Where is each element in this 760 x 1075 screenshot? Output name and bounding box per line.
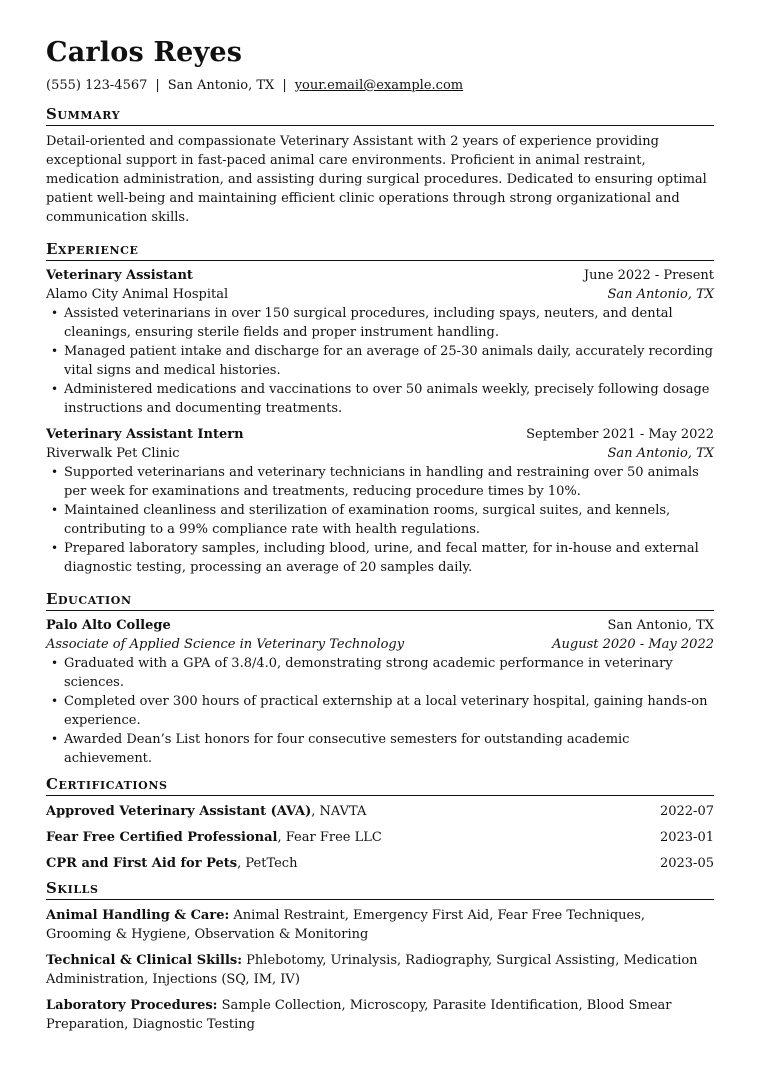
job-bullets [46, 304, 714, 418]
resume-page [46, 36, 714, 1034]
contact-separator: | [155, 78, 160, 93]
certification-date: 2022-07 [659, 804, 714, 819]
job-entry [46, 425, 714, 577]
certifications-list [46, 802, 714, 873]
job-header-row [46, 425, 714, 444]
certification-date: 2023-01 [659, 830, 714, 845]
phone-number: (555) 123-4567 [46, 78, 148, 93]
certification-name: Fear Free Certified Professional [46, 830, 278, 845]
skill-label: Laboratory Procedures: [46, 998, 218, 1013]
education-dates: August 2020 - May 2022 [552, 637, 714, 652]
section-title-education: Education [46, 589, 714, 611]
skill-group [46, 951, 714, 989]
school-location: San Antonio, TX [607, 618, 714, 633]
job-entry [46, 266, 714, 418]
education-entry [46, 616, 714, 768]
job-company-row [46, 285, 714, 304]
skills-list [46, 906, 714, 1034]
job-company-row [46, 444, 714, 463]
education-bullet: • Completed over 300 hours of practical externship at a local veterinary hospital, gaining hands-on experience. [46, 692, 714, 730]
skill-values: Sample Collection, Microscopy, Parasite Identification, Blood Smear Preparation, Diagnostic Testing [46, 998, 672, 1032]
job-role: Veterinary Assistant [46, 268, 193, 283]
section-title-experience: Experience [46, 239, 714, 261]
certification-name: CPR and First Aid for Pets [46, 856, 238, 871]
job-company: Alamo City Animal Hospital [46, 287, 229, 302]
job-bullet: • Assisted veterinarians in over 150 surgical procedures, including spays, neuters, and dental cleanings, ensuring sterile fields and proper instrument handling. [46, 304, 714, 342]
education-degree-row [46, 635, 714, 654]
school-name: Palo Alto College [46, 618, 171, 633]
summary-text: Detail-oriented and compassionate Veterinary Assistant with 2 years of experience providing exceptional support in fast-paced animal care environments. Proficient in animal restraint, medication administration, and assisting during surgical procedures. Dedicated to ensuring optimal patient well-being and maintaining efficient clinic operations through strong organizational and communication skills. [46, 134, 707, 225]
job-bullet: • Administered medications and vaccinations to over 50 animals weekly, precisely following dosage instructions and documenting treatments. [46, 380, 714, 418]
job-header-row [46, 266, 714, 285]
certification-issuer: , PetTech [237, 856, 298, 871]
skill-label: Animal Handling & Care: [46, 908, 230, 923]
contact-line [46, 77, 714, 95]
section-title-skills: Skills [46, 878, 714, 900]
job-location: San Antonio, TX [607, 287, 714, 302]
candidate-name: Carlos Reyes [46, 37, 243, 68]
job-bullet: • Managed patient intake and discharge for an average of 25-30 animals daily, accurately recording vital signs and medical histories. [46, 342, 714, 380]
certification-item [46, 854, 714, 873]
skill-label: Technical & Clinical Skills: [46, 953, 243, 968]
skill-group [46, 996, 714, 1034]
education-bullets [46, 654, 714, 768]
degree-name: Associate of Applied Science in Veterinary Technology [46, 637, 405, 652]
job-location: San Antonio, TX [607, 446, 714, 461]
certification-date: 2023-05 [659, 856, 714, 871]
skill-values: Phlebotomy, Urinalysis, Radiography, Surgical Assisting, Medication Administration, Injections (SQ, IM, IV) [46, 953, 698, 987]
certification-item [46, 802, 714, 821]
location: San Antonio, TX [167, 78, 275, 93]
job-company: Riverwalk Pet Clinic [46, 446, 180, 461]
job-role: Veterinary Assistant Intern [46, 427, 244, 442]
job-dates: June 2022 - Present [583, 268, 714, 283]
section-title-summary: Summary [46, 104, 714, 126]
education-header-row [46, 616, 714, 635]
skill-group [46, 906, 714, 944]
job-bullets [46, 463, 714, 577]
education-bullet: • Graduated with a GPA of 3.8/4.0, demonstrating strong academic performance in veterinary sciences. [46, 654, 714, 692]
certification-issuer: , Fear Free LLC [277, 830, 382, 845]
email-link[interactable]: your.email@example.com [294, 78, 464, 93]
contact-separator: | [282, 78, 287, 93]
job-dates: September 2021 - May 2022 [526, 427, 714, 442]
job-bullet: • Supported veterinarians and veterinary technicians in handling and restraining over 50 animals per week for examinations and treatments, reducing procedure times by 10%. [46, 463, 714, 501]
certification-item [46, 828, 714, 847]
education-bullet: • Awarded Dean’s List honors for four consecutive semesters for outstanding academic achievement. [46, 730, 714, 768]
job-bullet: • Maintained cleanliness and sterilization of examination rooms, surgical suites, and kennels, contributing to a 99% compliance rate with health regulations. [46, 501, 714, 539]
certification-name: Approved Veterinary Assistant (AVA) [46, 804, 312, 819]
skill-values: Animal Restraint, Emergency First Aid, Fear Free Techniques, Grooming & Hygiene, Observation & Monitoring [46, 908, 646, 942]
job-bullet: • Prepared laboratory samples, including blood, urine, and fecal matter, for in-house and external diagnostic testing, processing an average of 20 samples daily. [46, 539, 714, 577]
certification-issuer: , NAVTA [311, 804, 367, 819]
section-title-certifications: Certifications [46, 774, 714, 796]
